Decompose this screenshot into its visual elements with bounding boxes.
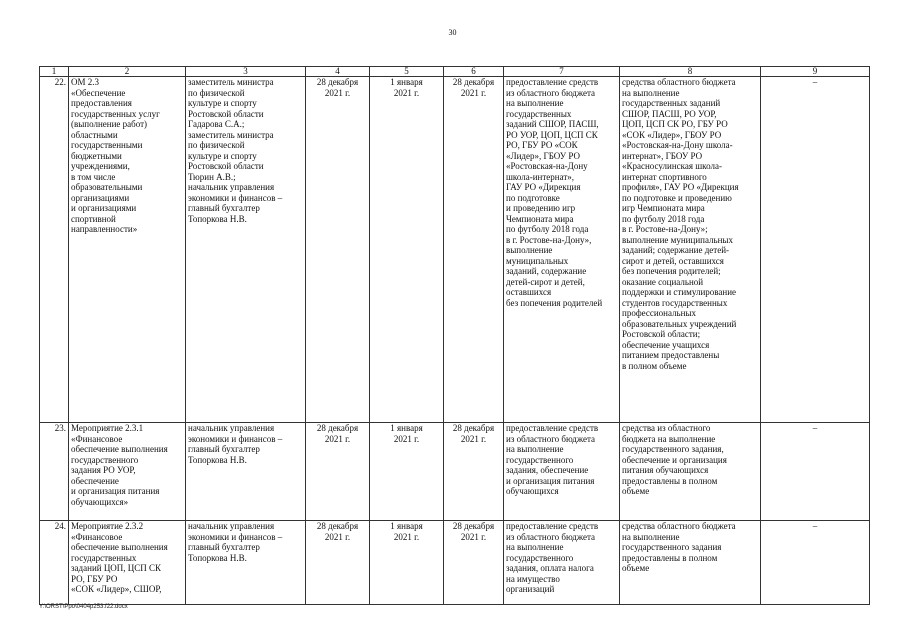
column-header: 2	[69, 67, 186, 77]
actual-result: средства областного бюджета на выполнение государственных заданий СШОР, ПАСШ, РО УОР, ЦОП, ЦСП СК РО, ГБУ РО «СОК «Лидер», ГБОУ РО «Ростовская-на-Дону школа- интернат», ГБОУ РО «Красносулинская школа- интернат спортивного профиля», ГАУ РО «Дирекция по подготовке и проведению игр Чемпионата мира по футболу 2018 года в г. Ростове-на-Дону»; выполнение муниципальных заданий; содержание детей- сирот и детей, оставшихся без попечения родителей; оказание социальной поддержки и стимулирование студентов государственных профессиональных образовательных учреждений Ростовской области; обеспечение учащихся питанием предоставлены в полном объеме	[620, 77, 761, 423]
planned-result: предоставление средств из областного бюджета на выполнение государственного задания, обеспечение и организация питания обучающихся	[504, 423, 620, 521]
responsible-person: начальник управления экономики и финансов – главный бухгалтер Топоркова Н.В.	[186, 521, 306, 605]
planned-result: предоставление средств из областного бюджета на выполнение государственных заданий СШОР, ПАСШ, РО УОР, ЦОП, ЦСП СК РО, ГБУ РО «СОК «Лидер», ГБОУ РО «Ростовская-на-Дону школа-интернат», ГАУ РО «Дирекция по подготовке и проведению игр Чемпионата мира по футболу 2018 года в г. Ростове-на-Дону», выполнение муниципальных заданий, содержание детей-сирот и детей, оставшихся без попечения родителей	[504, 77, 620, 423]
actual-start-date: 1 января 2021 г.	[370, 423, 444, 521]
responsible-person: начальник управления экономики и финансов – главный бухгалтер Топоркова Н.В.	[186, 423, 306, 521]
planned-date: 28 декабря 2021 г.	[306, 423, 370, 521]
column-header: 8	[620, 67, 761, 77]
column-header: 7	[504, 67, 620, 77]
deviation-reason: –	[761, 77, 870, 423]
table-row	[40, 77, 870, 423]
file-path-footer: Y:\ORST\Ppo\0404p253.f22.docx	[39, 604, 128, 610]
column-header: 1	[40, 67, 69, 77]
responsible-person: заместитель министра по физической культуре и спорту Ростовской области Гадарова С.А.; заместитель министра по физической культуре и спорту Ростовской области Тюрин А.В.; начальник управления экономики и финансов – главный бухгалтер Топоркова Н.В.	[186, 77, 306, 423]
event-name: Мероприятие 2.3.1 «Финансовое обеспечение выполнения государственного задания РО УОР, обеспечение и организация питания обучающихся»	[69, 423, 186, 521]
row-number: 24.	[40, 521, 69, 605]
page-number: 30	[448, 28, 457, 37]
actual-result: средства областного бюджета на выполнение государственного задания предоставлены в полном объеме	[620, 521, 761, 605]
planned-date: 28 декабря 2021 г.	[306, 77, 370, 423]
report-table	[39, 66, 870, 605]
column-header: 6	[444, 67, 504, 77]
table-row	[40, 423, 870, 521]
column-number-row	[40, 67, 870, 77]
actual-start-date: 1 января 2021 г.	[370, 77, 444, 423]
planned-result: предоставление средств из областного бюджета на выполнение государственного задания, оплата налога на имущество организаций	[504, 521, 620, 605]
table-row	[40, 521, 870, 605]
event-name: Мероприятие 2.3.2 «Финансовое обеспечение выполнения государственных заданий ЦОП, ЦСП СК РО, ГБУ РО «СОК «Лидер», СШОР,	[69, 521, 186, 605]
row-number: 23.	[40, 423, 69, 521]
deviation-reason: –	[761, 423, 870, 521]
actual-end-date: 28 декабря 2021 г.	[444, 423, 504, 521]
actual-start-date: 1 января 2021 г.	[370, 521, 444, 605]
event-name: ОМ 2.3 «Обеспечение предоставления государственных услуг (выполнение работ) областными государственными бюджетными учреждениями, в том числе образовательными организациями и организациями спортивной направленности»	[69, 77, 186, 423]
actual-result: средства из областного бюджета на выполнение государственного задания, обеспечение и организация питания обучающихся предоставлены в полном объеме	[620, 423, 761, 521]
column-header: 3	[186, 67, 306, 77]
column-header: 5	[370, 67, 444, 77]
actual-end-date: 28 декабря 2021 г.	[444, 77, 504, 423]
actual-end-date: 28 декабря 2021 г.	[444, 521, 504, 605]
column-header: 9	[761, 67, 870, 77]
planned-date: 28 декабря 2021 г.	[306, 521, 370, 605]
deviation-reason: –	[761, 521, 870, 605]
column-header: 4	[306, 67, 370, 77]
row-number: 22.	[40, 77, 69, 423]
